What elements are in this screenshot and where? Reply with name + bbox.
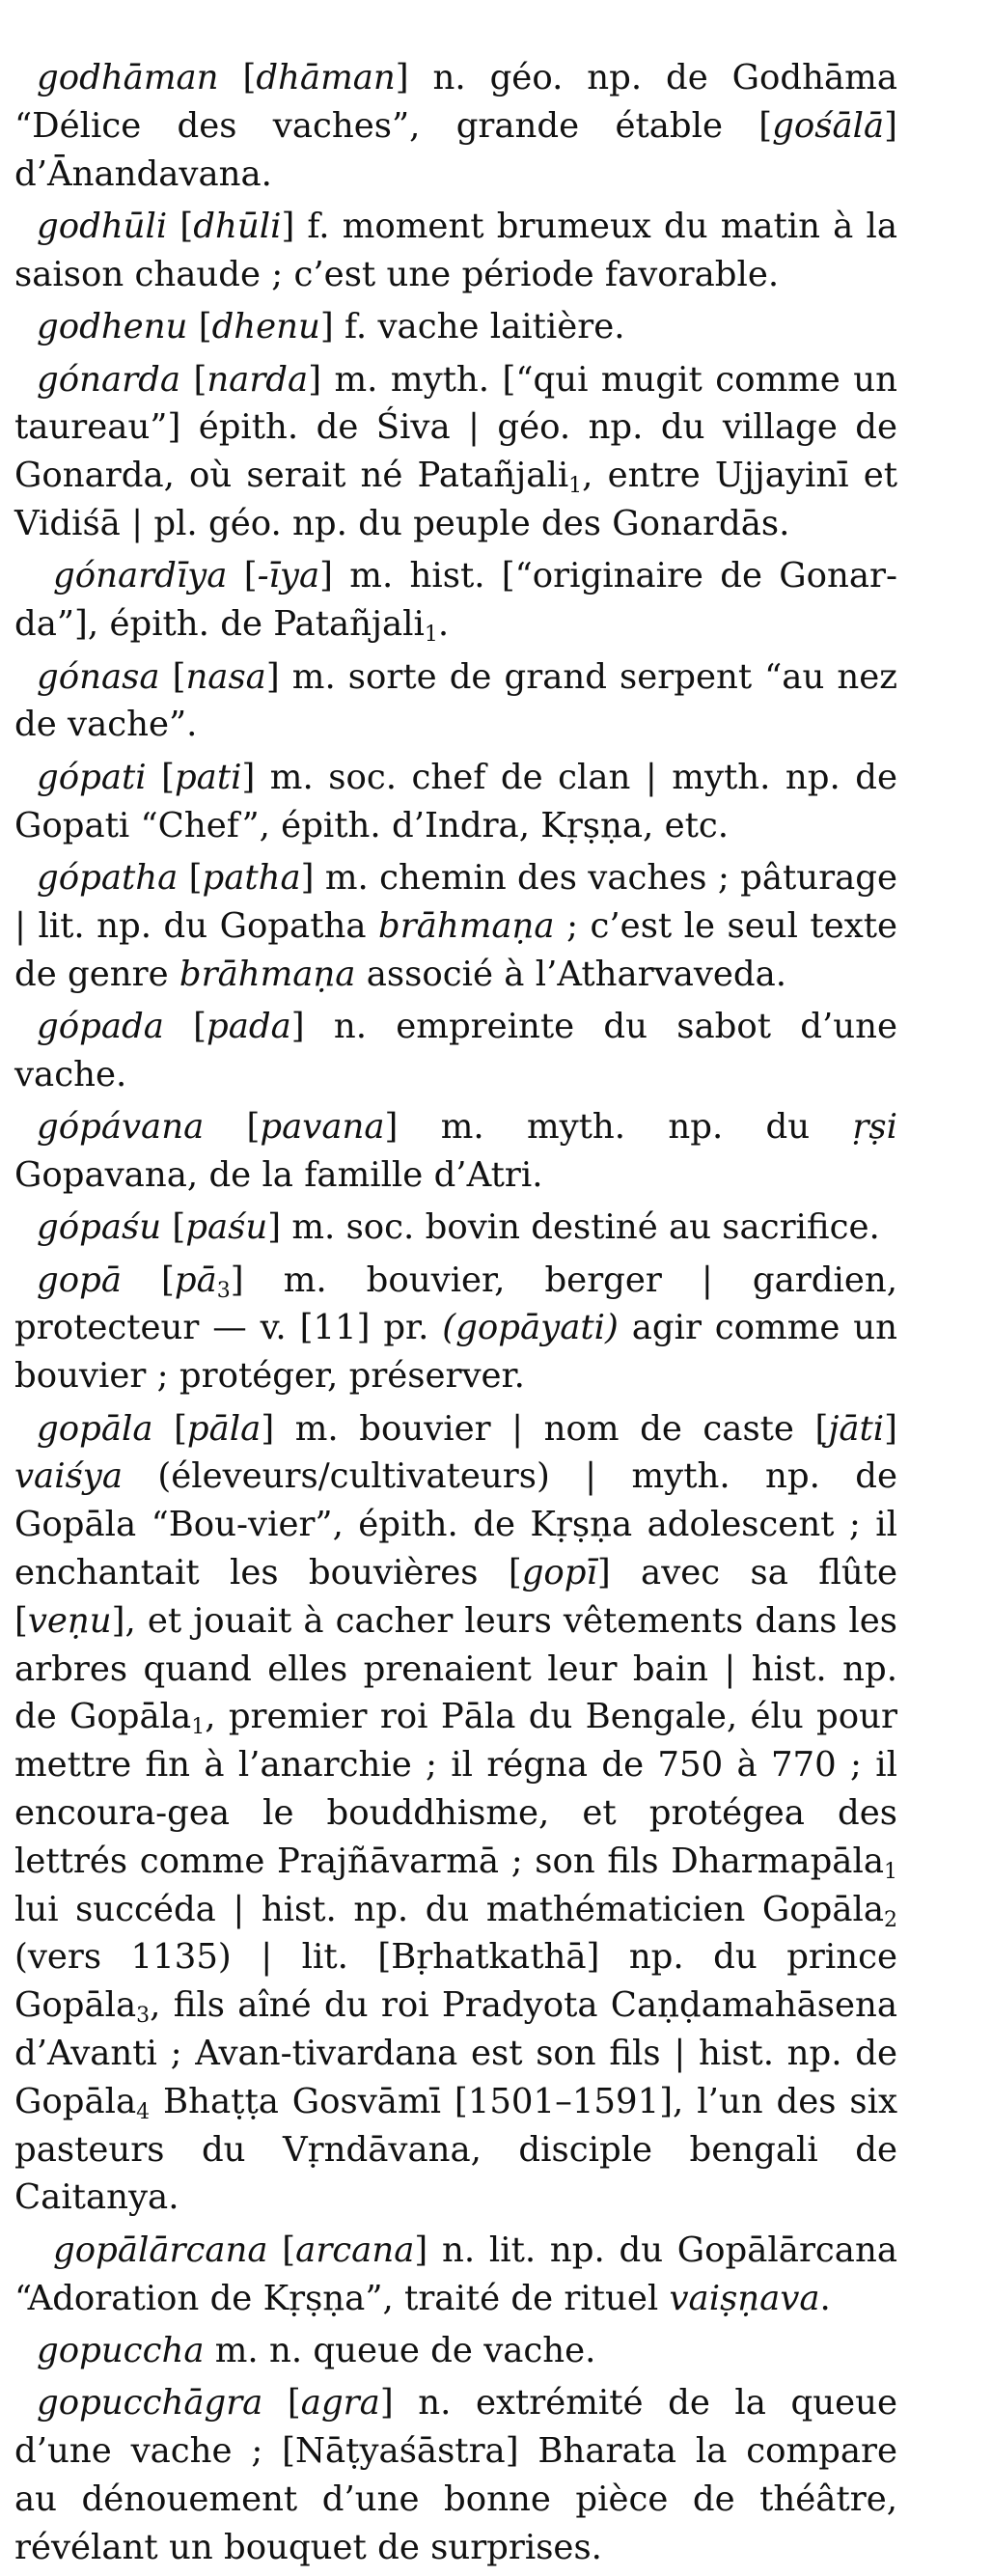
entry-text: [ <box>267 2230 296 2270</box>
entry-headword: gónardīya <box>53 556 228 596</box>
dictionary-entry <box>14 1103 897 1200</box>
entry-text: (éleveurs/cultivateurs) | myth. np. de Gopāla “Bou-vier”, épith. de Kṛṣṇa adolescent ; il enchantait les bouvières [ <box>14 1456 897 1593</box>
homonym-index: 1 <box>424 623 438 648</box>
entry-text: , premier roi Pāla du Bengale, élu pour mettre fin à l’anarchie ; il régna de 750 à 770 ; il encoura-gea le bouddhisme, et protégea des lettrés comme Prajñāvarmā ; son fils Dharmapāla <box>14 1697 897 1881</box>
entry-text: ] m. hist. [“originaire de Gonar-da”], épith. de Patañjali <box>14 556 897 645</box>
italic-term: -īya <box>257 556 320 596</box>
italic-term: nasa <box>185 656 266 697</box>
homonym-index: 1 <box>884 1859 897 1884</box>
entry-text: ] n. extrémité de la queue d’une vache ; [Nāṭyaśāstra] Bharata la compare au dénouement d’une bonne pièce de théâtre, révélant un bouquet de surprises. <box>14 2383 897 2567</box>
entry-text: ] m. bouvier | nom de caste [ <box>261 1408 829 1449</box>
italic-term: jāti <box>828 1408 885 1449</box>
dictionary-entry <box>14 653 897 750</box>
entry-headword: gopā <box>37 1260 122 1300</box>
dictionary-entry <box>14 1204 897 1252</box>
dictionary-entry <box>14 2327 897 2375</box>
italic-term: gośālā <box>772 105 885 146</box>
entry-text: associé à l’Atharvaveda. <box>355 954 787 994</box>
entry-text: . <box>819 2278 831 2318</box>
entry-text: Gopavana, de la famille d’Atri. <box>14 1154 543 1195</box>
italic-term: pada <box>207 1006 291 1046</box>
entry-text: ] m. chemin des vaches ; pâturage | lit. np. du Gopatha <box>14 857 897 946</box>
entry-text: [ <box>163 1006 207 1046</box>
entry-text: ] m. myth. np. du <box>384 1107 853 1148</box>
italic-term: dhāman <box>256 58 396 97</box>
italic-term: dhūli <box>193 206 282 246</box>
dictionary-entry <box>14 2227 897 2323</box>
dictionary-entry <box>14 1257 897 1400</box>
entry-text: ] m. myth. [“qui mugit comme un taureau”] épith. de Śiva | géo. np. du village de Gonarda, où serait né Patañjali <box>14 359 897 496</box>
entry-text: ] <box>884 1408 897 1449</box>
entry-headword: gopucchāgra <box>37 2383 263 2424</box>
dictionary-entry <box>14 303 897 351</box>
italic-term: brāhmaṇa <box>179 954 356 994</box>
entry-text: [ <box>262 2383 301 2424</box>
italic-term: veṇu <box>27 1600 112 1641</box>
entry-text: [ <box>152 1408 187 1449</box>
dictionary-entry <box>14 356 897 548</box>
italic-term: pāla <box>186 1408 262 1449</box>
italic-term: (gopāyati) <box>442 1308 619 1348</box>
entry-headword: gópaśu <box>37 1207 162 1248</box>
entry-headword: gópada <box>37 1006 164 1046</box>
homonym-index: 3 <box>216 1278 231 1303</box>
entry-text: ] n. géo. np. de Godhāma “Délice des vaches”, grande étable [ <box>14 58 897 146</box>
entry-text: ] d’Ānandavana. <box>14 105 897 194</box>
homonym-index: 3 <box>136 2004 151 2029</box>
entry-text: Bhaṭṭa Gosvāmī [1501–1591], l’un des six pasteurs du Vṛndāvana, disciple bengali de Caitanya. <box>14 2081 897 2218</box>
entry-headword: gópati <box>37 757 147 797</box>
dictionary-entry <box>14 203 897 299</box>
italic-term: arcana <box>295 2230 415 2270</box>
entry-headword: gopālārcana <box>53 2230 268 2270</box>
entry-text: ] f. vache laitière. <box>319 307 625 347</box>
italic-term: pā <box>174 1260 217 1300</box>
entry-text: ] avec sa flûte [ <box>14 1553 898 1641</box>
entry-headword: gopuccha <box>37 2330 205 2370</box>
italic-term: gopī <box>521 1553 597 1593</box>
homonym-index: 4 <box>136 2099 151 2124</box>
italic-term: agra <box>300 2383 380 2424</box>
entry-text: [ <box>187 307 212 347</box>
entry-text: m. n. queue de vache. <box>204 2330 596 2370</box>
entry-text: [ <box>227 556 258 596</box>
italic-term: dhenu <box>211 307 320 347</box>
italic-term: pati <box>174 757 242 797</box>
italic-term: paśu <box>185 1207 268 1248</box>
italic-term: narda <box>207 359 309 400</box>
homonym-index: 1 <box>191 1715 206 1740</box>
homonym-index: 1 <box>568 474 583 499</box>
italic-term: patha <box>202 857 301 898</box>
entry-text: , fils aîné du roi Pradyota Caṇḍamahāsena d’Avanti ; Avan-tivardana est son fils | hist. np. de Gopāla <box>14 1985 897 2121</box>
entry-text: ], et jouait à cacher leurs vêtements dans les arbres quand elles prenaient leur bain | hist. np. de Gopāla <box>14 1600 897 1737</box>
dictionary-entry <box>14 1405 897 2223</box>
dictionary-entry <box>14 2379 897 2571</box>
dictionary-entry <box>14 552 897 649</box>
entry-headword: godhūli <box>37 206 168 246</box>
entry-text: ] n. empreinte du sabot d’une vache. <box>14 1006 897 1094</box>
entry-text: [ <box>178 857 203 898</box>
homonym-index: 2 <box>884 1907 897 1932</box>
entry-headword: godhāman <box>37 58 219 97</box>
entry-text: , entre Ujjayinī et Vidiśā | pl. géo. np. du peuple des Gonardās. <box>14 456 897 543</box>
entry-text: [ <box>180 359 207 400</box>
italic-term: pavana <box>260 1107 385 1148</box>
italic-term: brāhmaṇa <box>378 905 555 946</box>
italic-term: vaiśya <box>14 1456 124 1497</box>
entry-headword: gópávana <box>37 1107 205 1148</box>
entry-text: ] m. bouvier, berger | gardien, protecteur — v. [11] pr. <box>14 1260 898 1348</box>
dictionary-entry <box>14 754 897 850</box>
entry-text: ] m. sorte de grand serpent “au nez de vache”. <box>14 656 897 745</box>
entry-text: ] m. soc. bovin destiné au sacrifice. <box>267 1207 880 1248</box>
entry-headword: godhenu <box>37 307 188 347</box>
dictionary-page <box>14 54 897 2576</box>
entry-text: [ <box>159 656 186 697</box>
dictionary-entry <box>14 1003 897 1099</box>
dictionary-entry <box>14 854 897 998</box>
entry-headword: gónarda <box>37 359 180 400</box>
italic-term: vaiṣṇava <box>669 2278 820 2318</box>
entry-text: ] f. moment brumeux du matin à la saison chaude ; c’est une période favorable. <box>14 206 897 294</box>
dictionary-entry <box>14 54 897 198</box>
entry-text: ] m. soc. chef de clan | myth. np. de Gopati “Chef”, épith. d’Indra, Kṛṣṇa, etc. <box>14 757 897 845</box>
entry-text: [ <box>161 1207 186 1248</box>
entry-text: [ <box>146 757 175 797</box>
entry-text: ; c’est le seul texte de genre <box>14 905 897 994</box>
entry-text: . <box>437 604 450 645</box>
entry-text: lui succéda | hist. np. du mathématicien Gopāla <box>14 1889 884 1929</box>
italic-term: ṛṣi <box>852 1107 897 1148</box>
entry-text: (vers 1135) | lit. [Bṛhatkathā] np. du prince Gopāla <box>14 1937 897 2026</box>
entry-text: [ <box>204 1107 261 1148</box>
entry-text: agir comme un bouvier ; protéger, préserver. <box>14 1308 897 1397</box>
entry-text: ] n. lit. np. du Gopālārcana “Adoration de Kṛṣṇa”, traité de rituel <box>14 2230 897 2318</box>
entry-headword: gopāla <box>37 1408 153 1449</box>
entry-text: [ <box>122 1260 175 1300</box>
entry-headword: gópatha <box>37 857 179 898</box>
entry-text: [ <box>167 206 194 246</box>
entry-text: [ <box>218 58 257 97</box>
entry-headword: gónasa <box>37 656 160 697</box>
